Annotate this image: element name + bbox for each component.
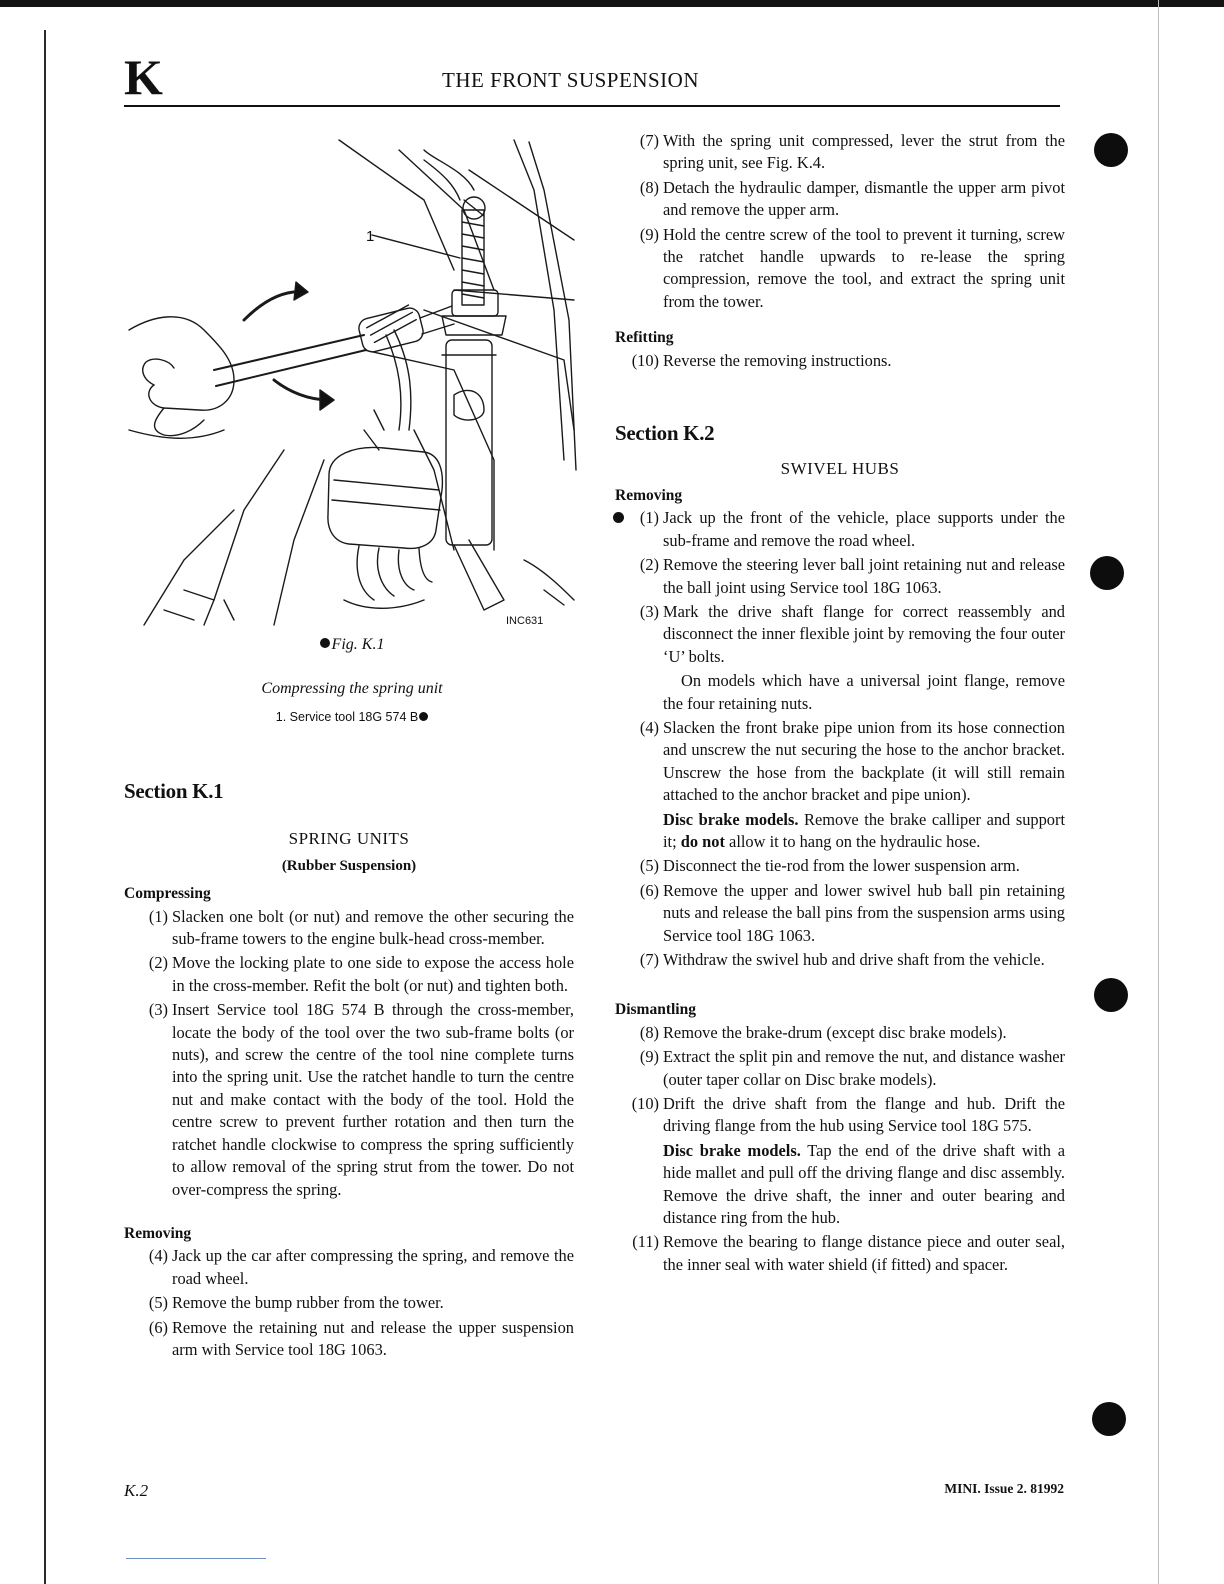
step-number: (8) (639, 177, 659, 197)
step-5 (124, 1292, 574, 1314)
step-text: Remove the bearing to flange distance piece and outer seal, the inner seal with water shield (if fitted) and spacer. (663, 1232, 1065, 1274)
page-number: K.2 (124, 1481, 149, 1500)
step-text: Withdraw the swivel hub and drive shaft from the vehicle. (663, 950, 1045, 969)
figure-reference-code: INC631 (506, 615, 544, 627)
step-number: (5) (639, 856, 659, 876)
step-4 (615, 717, 1065, 807)
step-number: (6) (639, 880, 659, 900)
step-3 (124, 999, 574, 1201)
step-text: Jack up the car after compressing the spring, and remove the road wheel. (172, 1246, 574, 1288)
step-4-note (615, 809, 1065, 854)
subheading-removing: Removing (124, 1224, 192, 1242)
figure-legend (124, 710, 580, 724)
step-7 (615, 130, 1065, 175)
note-text: Remove the brake calliper and support it; (663, 809, 1065, 851)
step-number: (11) (632, 1232, 659, 1252)
step-1 (124, 906, 574, 951)
margin-revision-bullet (1094, 978, 1128, 1012)
step-8 (615, 1022, 1065, 1044)
step-number: (3) (148, 1000, 168, 1020)
step-2 (615, 554, 1065, 599)
step-1 (615, 507, 1065, 552)
step-number: (2) (148, 953, 168, 973)
step-3 (615, 601, 1065, 668)
disc-brake-label: Disc brake models. (663, 1140, 801, 1160)
step-text: Slacken one bolt (or nut) and remove the other securing the sub-frame towers to the engine bulk-head cross-member. (172, 906, 574, 949)
section-heading-k1: Section K.1 (124, 779, 224, 803)
page-title: THE FRONT SUSPENSION (442, 68, 699, 92)
subheading-refitting: Refitting (615, 329, 674, 347)
issue-info: MINI. Issue 2. 81992 (944, 1481, 1064, 1496)
step-5 (615, 855, 1065, 877)
left-column (124, 780, 574, 1363)
step-number: (7) (639, 950, 659, 969)
section-letter: K (124, 49, 161, 105)
step-number: (4) (148, 1246, 168, 1266)
step-number: (1) (148, 906, 168, 926)
step-number: (1) (639, 508, 659, 528)
step-7 (615, 949, 1065, 971)
subheading-dismantling: Dismantling (615, 1001, 696, 1019)
figure-legend-text: 1. Service tool 18G 574 B (275, 710, 419, 724)
step-number: (2) (639, 555, 659, 575)
step-9 (615, 1046, 1065, 1091)
step-6 (615, 880, 1065, 947)
scan-edge-top (0, 0, 1224, 7)
figure-callout-number: 1 (366, 228, 375, 245)
step-number: (9) (639, 224, 659, 244)
step-text: Remove the steering lever ball joint retaining nut and release the ball joint using Service tool 18G 1063. (663, 555, 1065, 597)
section-title-spring-units: SPRING UNITS (288, 829, 410, 849)
step-text: Hold the centre screw of the tool to prevent it turning, screw the ratchet handle upwards to re-lease the spring compression, remove the tool, and extract the spring unit from the tower. (663, 224, 1065, 311)
section-title-swivel-hubs: SWIVEL HUBS (780, 459, 900, 479)
step-4 (124, 1245, 574, 1290)
margin-revision-bullet (1092, 1402, 1126, 1436)
step-text: Slacken the front brake pipe union from its hose connection and unscrew the nut securing the hose to the anchor bracket. Unscrew the hose from the backplate (it will still remain attached to the anchor bracket and pipe union). (663, 717, 1065, 805)
step-8 (615, 177, 1065, 222)
step-11 (615, 1231, 1065, 1276)
step-text: Remove the retaining nut and release the upper suspension arm with Service tool 18G 1063. (172, 1317, 574, 1359)
step-text: Jack up the front of the vehicle, place supports under the sub-frame and remove the road wheel. (663, 508, 1065, 550)
step-number: (5) (148, 1293, 168, 1313)
revision-bullet (320, 638, 330, 648)
subheading-removing: Removing (615, 486, 683, 504)
note-text: Tap the end of the drive shaft with a hide mallet and pull off the driving flange and disc assembly. Remove the drive shaft, the inner and outer bearing and distance ring from the hub. (663, 1140, 1065, 1228)
note-text: allow it to hang on the hydraulic hose. (724, 831, 981, 851)
step-text: Drift the drive shaft from the flange and hub. Drift the driving flange from the hub using Service tool 18G 575. (663, 1094, 1065, 1136)
figure-caption-label: Fig. K.1 (331, 636, 385, 653)
step-text: Disconnect the tie-rod from the lower suspension arm. (663, 856, 1020, 876)
step-9 (615, 224, 1065, 314)
figure-title: Compressing the spring unit (261, 680, 443, 697)
header-rule (124, 105, 1060, 107)
step-text: Detach the hydraulic damper, dismantle the upper arm pivot and remove the upper arm. (663, 177, 1065, 220)
step-text: Move the locking plate to one side to expose the access hole in the cross-member. Refit the bolt (or nut) and tighten both. (172, 953, 574, 995)
step-10-note (615, 1140, 1065, 1230)
margin-revision-bullet (1094, 133, 1128, 167)
step-text: Insert Service tool 18G 574 B through the cross-member, locate the body of the tool over the two sub-frame bolts (or nuts), and screw the centre of the tool nine complete turns into the spring unit. Use the ratchet handle to turn the centre nut and make contact with the body of the tool. Hold the centre screw to prevent further rotation and then turn the ratchet handle clockwise to compress the spring sufficiently to allow removal of the spring strut from the tower. Do not over-compress the spring. (172, 1000, 574, 1199)
step-3-note: On models which have a universal joint flange, remove the four retaining nuts. (663, 671, 1065, 713)
step-number: (10) (631, 350, 659, 370)
section-subtitle-rubber-suspension: (Rubber Suspension) (281, 857, 417, 874)
step-number: (6) (148, 1317, 168, 1337)
warning-text: do not (680, 831, 725, 851)
step-2 (124, 952, 574, 997)
step-text: Remove the upper and lower swivel hub ball pin retaining nuts and release the ball pins from the suspension arms using Service tool 18G 1063. (663, 880, 1065, 945)
margin-revision-bullet (1090, 556, 1124, 590)
step-10 (615, 1093, 1065, 1138)
step-number: (4) (639, 717, 659, 737)
step-number: (9) (639, 1047, 659, 1067)
disc-brake-label: Disc brake models. (663, 809, 799, 829)
step-number: (7) (639, 131, 659, 150)
step-number: (3) (639, 601, 659, 621)
step-10 (615, 350, 1065, 372)
figure-spring-compressor-illustration (124, 130, 580, 630)
step-text: With the spring unit compressed, lever the strut from the spring unit, see Fig. K.4. (663, 131, 1065, 173)
step-text: Remove the bump rubber from the tower. (172, 1293, 444, 1313)
scan-edge-left (44, 30, 46, 1584)
step-text: Extract the split pin and remove the nut, and distance washer (outer taper collar on Disc brake models). (663, 1047, 1065, 1089)
figure-caption (124, 636, 580, 654)
step-text: Reverse the removing instructions. (663, 350, 892, 370)
step-text: Mark the drive shaft flange for correct reassembly and disconnect the inner flexible joint by removing the four outer ‘U’ bolts. (663, 601, 1065, 666)
subheading-compressing: Compressing (124, 885, 211, 903)
step-text: Remove the brake-drum (except disc brake models). (663, 1022, 1007, 1042)
scan-mark (126, 1558, 266, 1559)
step-number: (10) (631, 1094, 659, 1114)
revision-bullet (419, 712, 428, 721)
section-heading-k2: Section K.2 (615, 421, 715, 446)
step-6 (124, 1317, 574, 1362)
scan-edge-right (1158, 0, 1159, 1584)
step-number: (8) (639, 1022, 659, 1042)
right-column (615, 130, 1065, 1278)
